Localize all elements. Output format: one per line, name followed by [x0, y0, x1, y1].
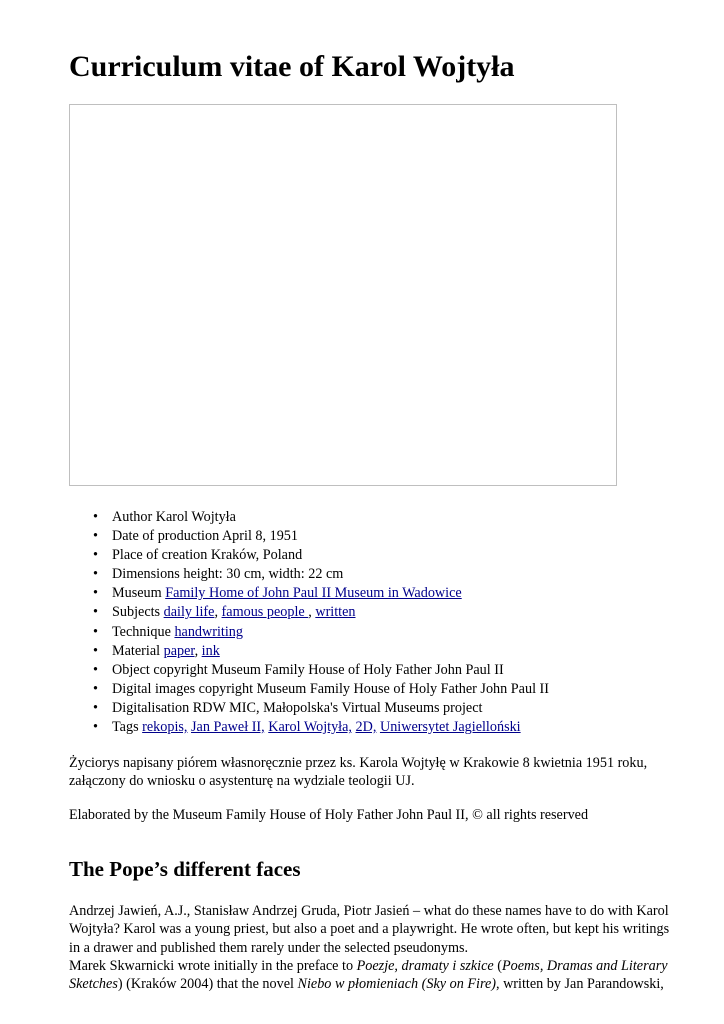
- metadata-item: [112, 508, 549, 527]
- metadata-item: [112, 565, 549, 584]
- document-image-placeholder: [69, 104, 617, 486]
- section-title: The Pope’s different faces: [69, 857, 301, 881]
- metadata-label: Tags: [112, 719, 139, 736]
- metadata-value: Kraków, Poland: [210, 547, 303, 564]
- metadata-label: Dimensions: [112, 566, 180, 583]
- metadata-link[interactable]: ink: [201, 642, 220, 659]
- book-title-english: Poems, Dramas and Literary: [502, 957, 668, 974]
- metadata-item: [112, 623, 549, 642]
- metadata-label: Author: [112, 509, 153, 525]
- metadata-value: Museum Family House of Holy Father John Paul II: [211, 661, 504, 678]
- metadata-item: [112, 661, 549, 680]
- body-text: , written by Jan Parandowski,: [495, 976, 664, 993]
- body-line: [69, 975, 691, 993]
- metadata-item: [112, 680, 549, 699]
- metadata-label: Subjects: [112, 604, 161, 621]
- metadata-link[interactable]: Uniwersytet Jagielloński: [379, 719, 521, 736]
- metadata-label: Digital images copyright: [112, 680, 254, 697]
- metadata-link[interactable]: daily life: [163, 604, 215, 621]
- metadata-label: Digitalisation: [112, 699, 190, 716]
- body-line: in a drawer and published them rarely under the selected pseudonyms.: [69, 939, 469, 956]
- page-title: Curriculum vitae of Karol Wojtyła: [69, 50, 515, 83]
- body-line: [69, 957, 691, 975]
- metadata-value: April 8, 1951: [221, 528, 298, 545]
- book-title: Poezje, dramaty i szkice: [356, 957, 494, 974]
- polish-description: Życiorys napisany piórem własnoręcznie przez ks. Karola Wojtyłę w Krakowie 8 kwietnia 1951 roku, załączony do wniosku o asystenturę na wydziale teologii UJ.: [69, 755, 648, 790]
- metadata-link[interactable]: handwriting: [174, 623, 243, 640]
- copyright-note: Elaborated by the Museum Family House of Holy Father John Paul II, © all rights reserved: [69, 807, 589, 823]
- metadata-item: [112, 718, 549, 737]
- metadata-label: Place of creation: [112, 547, 208, 564]
- metadata-link[interactable]: rekopis,: [142, 719, 188, 736]
- body-text: (: [493, 957, 502, 974]
- metadata-link[interactable]: 2D,: [355, 719, 377, 736]
- metadata-item: [112, 699, 549, 718]
- metadata-link[interactable]: Jan Paweł II,: [191, 719, 265, 736]
- metadata-item: • Subjects daily life, famous people , written: [112, 603, 549, 622]
- metadata-item: [112, 527, 549, 546]
- metadata-label: Object copyright: [112, 661, 208, 678]
- metadata-link[interactable]: Karol Wojtyła,: [268, 719, 352, 736]
- metadata-item: • Material paper, ink: [112, 642, 549, 661]
- metadata-link[interactable]: paper: [163, 642, 195, 659]
- metadata-value: Karol Wojtyła: [155, 509, 236, 525]
- body-line: Andrzej Jawień, A.J., Stanisław Andrzej Gruda, Piotr Jasień – what do these names have to do with Karol: [69, 903, 669, 919]
- body-text: Marek Skwarnicki wrote initially in the preface to: [69, 957, 357, 974]
- body-line: Wojtyła? Karol was a young priest, but also a poet and a playwright. He wrote often, but kept his writings: [69, 921, 670, 938]
- book-title: Niebo w płomieniach (Sky on Fire): [297, 976, 496, 993]
- metadata-label: Date of production: [112, 528, 220, 545]
- metadata-label: Material: [112, 642, 161, 659]
- metadata-value: height: 30 cm, width: 22 cm: [183, 566, 344, 583]
- metadata-link[interactable]: famous people: [221, 604, 309, 621]
- metadata-item: [112, 584, 549, 603]
- metadata-list: [69, 508, 549, 737]
- metadata-value: RDW MIC, Małopolska's Virtual Museums project: [192, 699, 483, 716]
- metadata-link[interactable]: Family Home of John Paul II Museum in Wadowice: [165, 585, 462, 602]
- body-paragraph: [69, 902, 691, 993]
- metadata-value: Museum Family House of Holy Father John Paul II: [256, 680, 550, 697]
- metadata-label: Technique: [112, 623, 171, 640]
- book-title-english: Sketches: [69, 976, 118, 993]
- metadata-link[interactable]: written: [315, 604, 356, 621]
- metadata-item: [112, 546, 549, 565]
- body-text: ) (Kraków 2004) that the novel: [117, 976, 298, 993]
- metadata-label: Museum: [112, 585, 162, 602]
